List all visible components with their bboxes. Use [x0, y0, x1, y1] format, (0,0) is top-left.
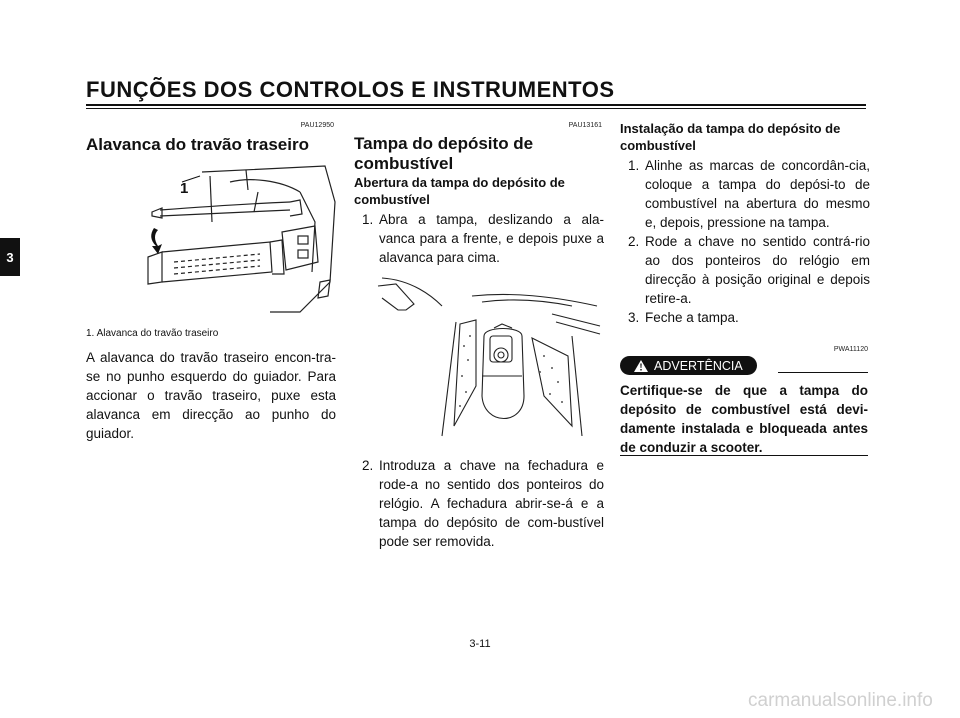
warning-code: PWA11120: [833, 346, 868, 353]
step-item: [620, 308, 870, 327]
step-item: [354, 210, 604, 267]
step-text: Alinhe as marcas de concordân-cia, coloque a tampa do depósi-to de combustível na abertura do mesmo e, depois, pressione na tampa.: [645, 158, 870, 230]
opening-step-1: [354, 210, 604, 267]
subsection-opening-title: Abertura da tampa do depósito de combustível: [354, 175, 565, 207]
warning-triangle-icon: [634, 360, 648, 372]
step-text: Abra a tampa, deslizando a ala-vanca para a frente, e depois puxe a alavanca para cima.: [379, 212, 604, 265]
step-text: Rode a chave no sentido contrá-rio ao dos ponteiros do relógio em direcção à posição original e depois retire-a.: [645, 234, 870, 306]
warning-header: [620, 356, 868, 376]
opening-step-2: [354, 456, 604, 551]
step-number: 2.: [362, 458, 374, 473]
installation-steps: [620, 156, 870, 327]
section-code: PAU13161: [568, 122, 602, 129]
warning-rule-top: [778, 372, 868, 373]
chapter-tab: 3: [0, 238, 20, 276]
step-item: [620, 232, 870, 308]
handlebar-illustration: [140, 162, 340, 320]
rear-brake-lever-figure: [140, 162, 340, 320]
fuel-cap-figure: [372, 276, 604, 446]
header-rule-thin: [86, 108, 866, 109]
section-title-fuel-tank-cap: Tampa do depósito de combustível: [354, 134, 534, 173]
figure-caption: 1. Alavanca do travão traseiro: [86, 328, 219, 339]
step-number: 3.: [628, 310, 640, 325]
watermark: carmanualsonline.info: [748, 690, 933, 711]
figure-callout-number: 1: [180, 180, 189, 197]
step-text: Introduza a chave na fechadura e rode-a no sentido dos ponteiros do relógio. A fechadura abrir-se-á e a tampa do depósito de com-bustível pode ser removida.: [379, 458, 604, 549]
section-code: PAU12950: [300, 122, 334, 129]
page-number: 3-11: [469, 638, 491, 650]
subsection-installation-title: Instalação da tampa do depósito de combustível: [620, 121, 841, 153]
section-title-rear-brake: Alavanca do travão traseiro: [86, 135, 309, 154]
fuel-tank-illustration: [372, 276, 604, 446]
arrow-icon: [151, 228, 162, 254]
step-item: [620, 156, 870, 232]
rear-brake-description: A alavanca do travão traseiro encon-tra-se no punho esquerdo do guiador. Para accionar o travão traseiro, puxe esta alavanca em direcção ao punho do guiador.: [86, 350, 336, 441]
step-text: Feche a tampa.: [645, 310, 739, 325]
page-header-title: FUNÇÕES DOS CONTROLOS E INSTRUMENTOS: [86, 77, 615, 102]
step-item: [354, 456, 604, 551]
warning-label: ADVERTÊNCIA: [654, 358, 743, 373]
step-number: 1.: [362, 212, 374, 227]
warning-text: Certifique-se de que a tampa do depósito de combustível está devi-damente instalada e bloqueada antes de conduzir a scooter.: [620, 383, 868, 455]
step-number: 2.: [628, 234, 640, 249]
header-rule: [86, 104, 866, 106]
step-number: 1.: [628, 158, 640, 173]
warning-rule-bottom: [620, 455, 868, 456]
warning-badge: [620, 356, 757, 375]
